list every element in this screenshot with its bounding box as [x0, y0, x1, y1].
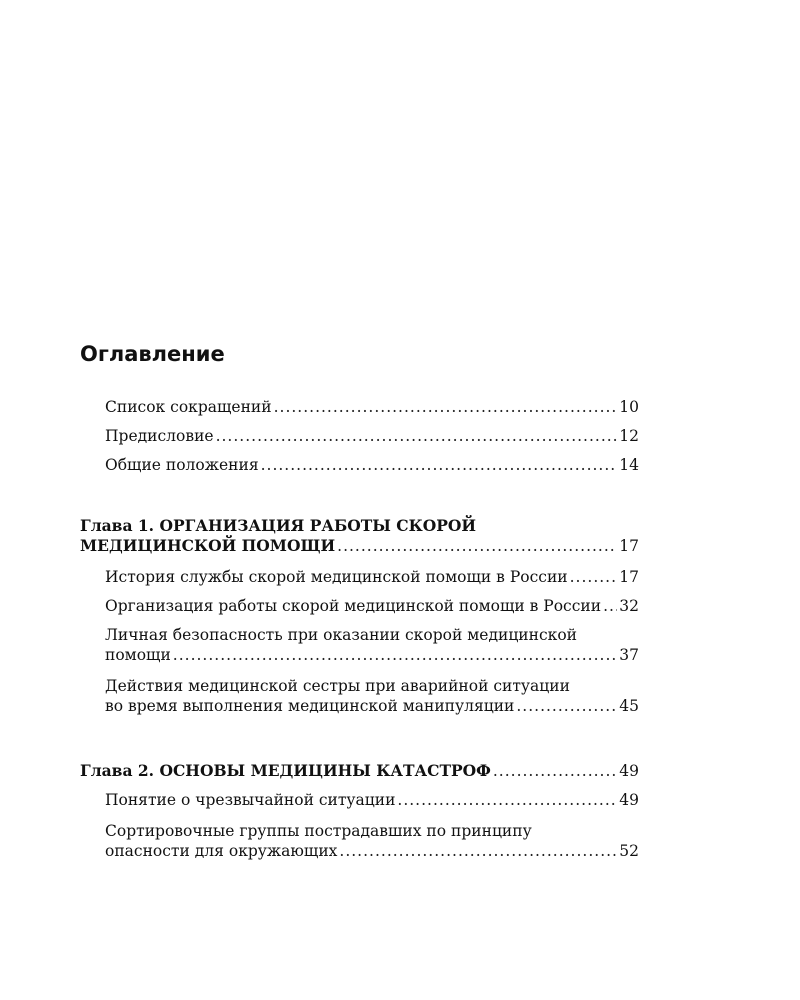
toc-entry-organization[interactable] — [105, 596, 639, 616]
toc-entry-text: во время выполнения медицинской манипуляции — [105, 697, 515, 715]
toc-entry-text: Личная безопасность при оказании скорой медицинской — [105, 626, 577, 644]
toc-entry-text: Понятие о чрезвычайной ситуации — [105, 791, 396, 809]
toc-page-number: 49 — [619, 762, 639, 780]
toc-entry-text: Сортировочные группы пострадавших по принципу — [105, 822, 532, 840]
toc-entry-emergency-concept[interactable] — [105, 790, 639, 810]
toc-page-number: 14 — [619, 456, 639, 474]
toc-entry-triage-groups[interactable] — [105, 821, 639, 861]
toc-page-number: 10 — [619, 398, 639, 416]
toc-chapter-2[interactable] — [80, 761, 639, 781]
chapter-title-line: Глава 1. ОРГАНИЗАЦИЯ РАБОТЫ СКОРОЙ — [80, 516, 477, 535]
toc-page-number: 12 — [619, 427, 639, 445]
dot-leader — [516, 696, 617, 716]
toc-entry-text: История службы скорой медицинской помощи в России — [105, 568, 568, 586]
toc-entry-general-provisions[interactable] — [105, 455, 639, 475]
toc-entry-preface[interactable] — [105, 426, 639, 446]
dot-leader — [274, 397, 618, 417]
toc-entry-text: Действия медицинской сестры при аварийной ситуации — [105, 677, 570, 695]
toc-entry-text: Список сокращений — [105, 398, 272, 416]
toc-entry-text: опасности для окружающих — [105, 842, 338, 860]
dot-leader — [173, 645, 617, 665]
toc-entry-text: Общие положения — [105, 456, 259, 474]
dot-leader — [397, 790, 617, 810]
dot-leader — [339, 841, 617, 861]
dot-leader — [261, 455, 618, 475]
chapter-title-line: МЕДИЦИНСКОЙ ПОМОЩИ — [80, 536, 336, 555]
toc-entry-nurse-actions[interactable] — [105, 676, 639, 716]
toc-page-number: 17 — [619, 537, 639, 555]
dot-leader — [603, 596, 617, 616]
toc-chapter-1[interactable] — [80, 516, 639, 556]
toc-entry-abbreviations[interactable] — [105, 397, 639, 417]
toc-page-number: 45 — [619, 697, 639, 715]
toc-entry-text: помощи — [105, 646, 171, 664]
toc-entry-text: Организация работы скорой медицинской помощи в России — [105, 597, 602, 615]
toc-page-number: 17 — [619, 568, 639, 586]
toc-page-number: 32 — [619, 597, 639, 615]
chapter-title-line: Глава 2. ОСНОВЫ МЕДИЦИНЫ КАТАСТРОФ — [80, 761, 491, 780]
dot-leader — [216, 426, 618, 446]
toc-entry-text: Предисловие — [105, 427, 214, 445]
toc-page-number: 49 — [619, 791, 639, 809]
dot-leader — [570, 567, 618, 587]
toc-heading: Оглавление — [80, 342, 225, 366]
dot-leader — [337, 536, 617, 556]
toc-page-number: 52 — [619, 842, 639, 860]
dot-leader — [493, 761, 617, 781]
toc-entry-history[interactable] — [105, 567, 639, 587]
toc-page-number: 37 — [619, 646, 639, 664]
toc-entry-personal-safety[interactable] — [105, 625, 639, 665]
